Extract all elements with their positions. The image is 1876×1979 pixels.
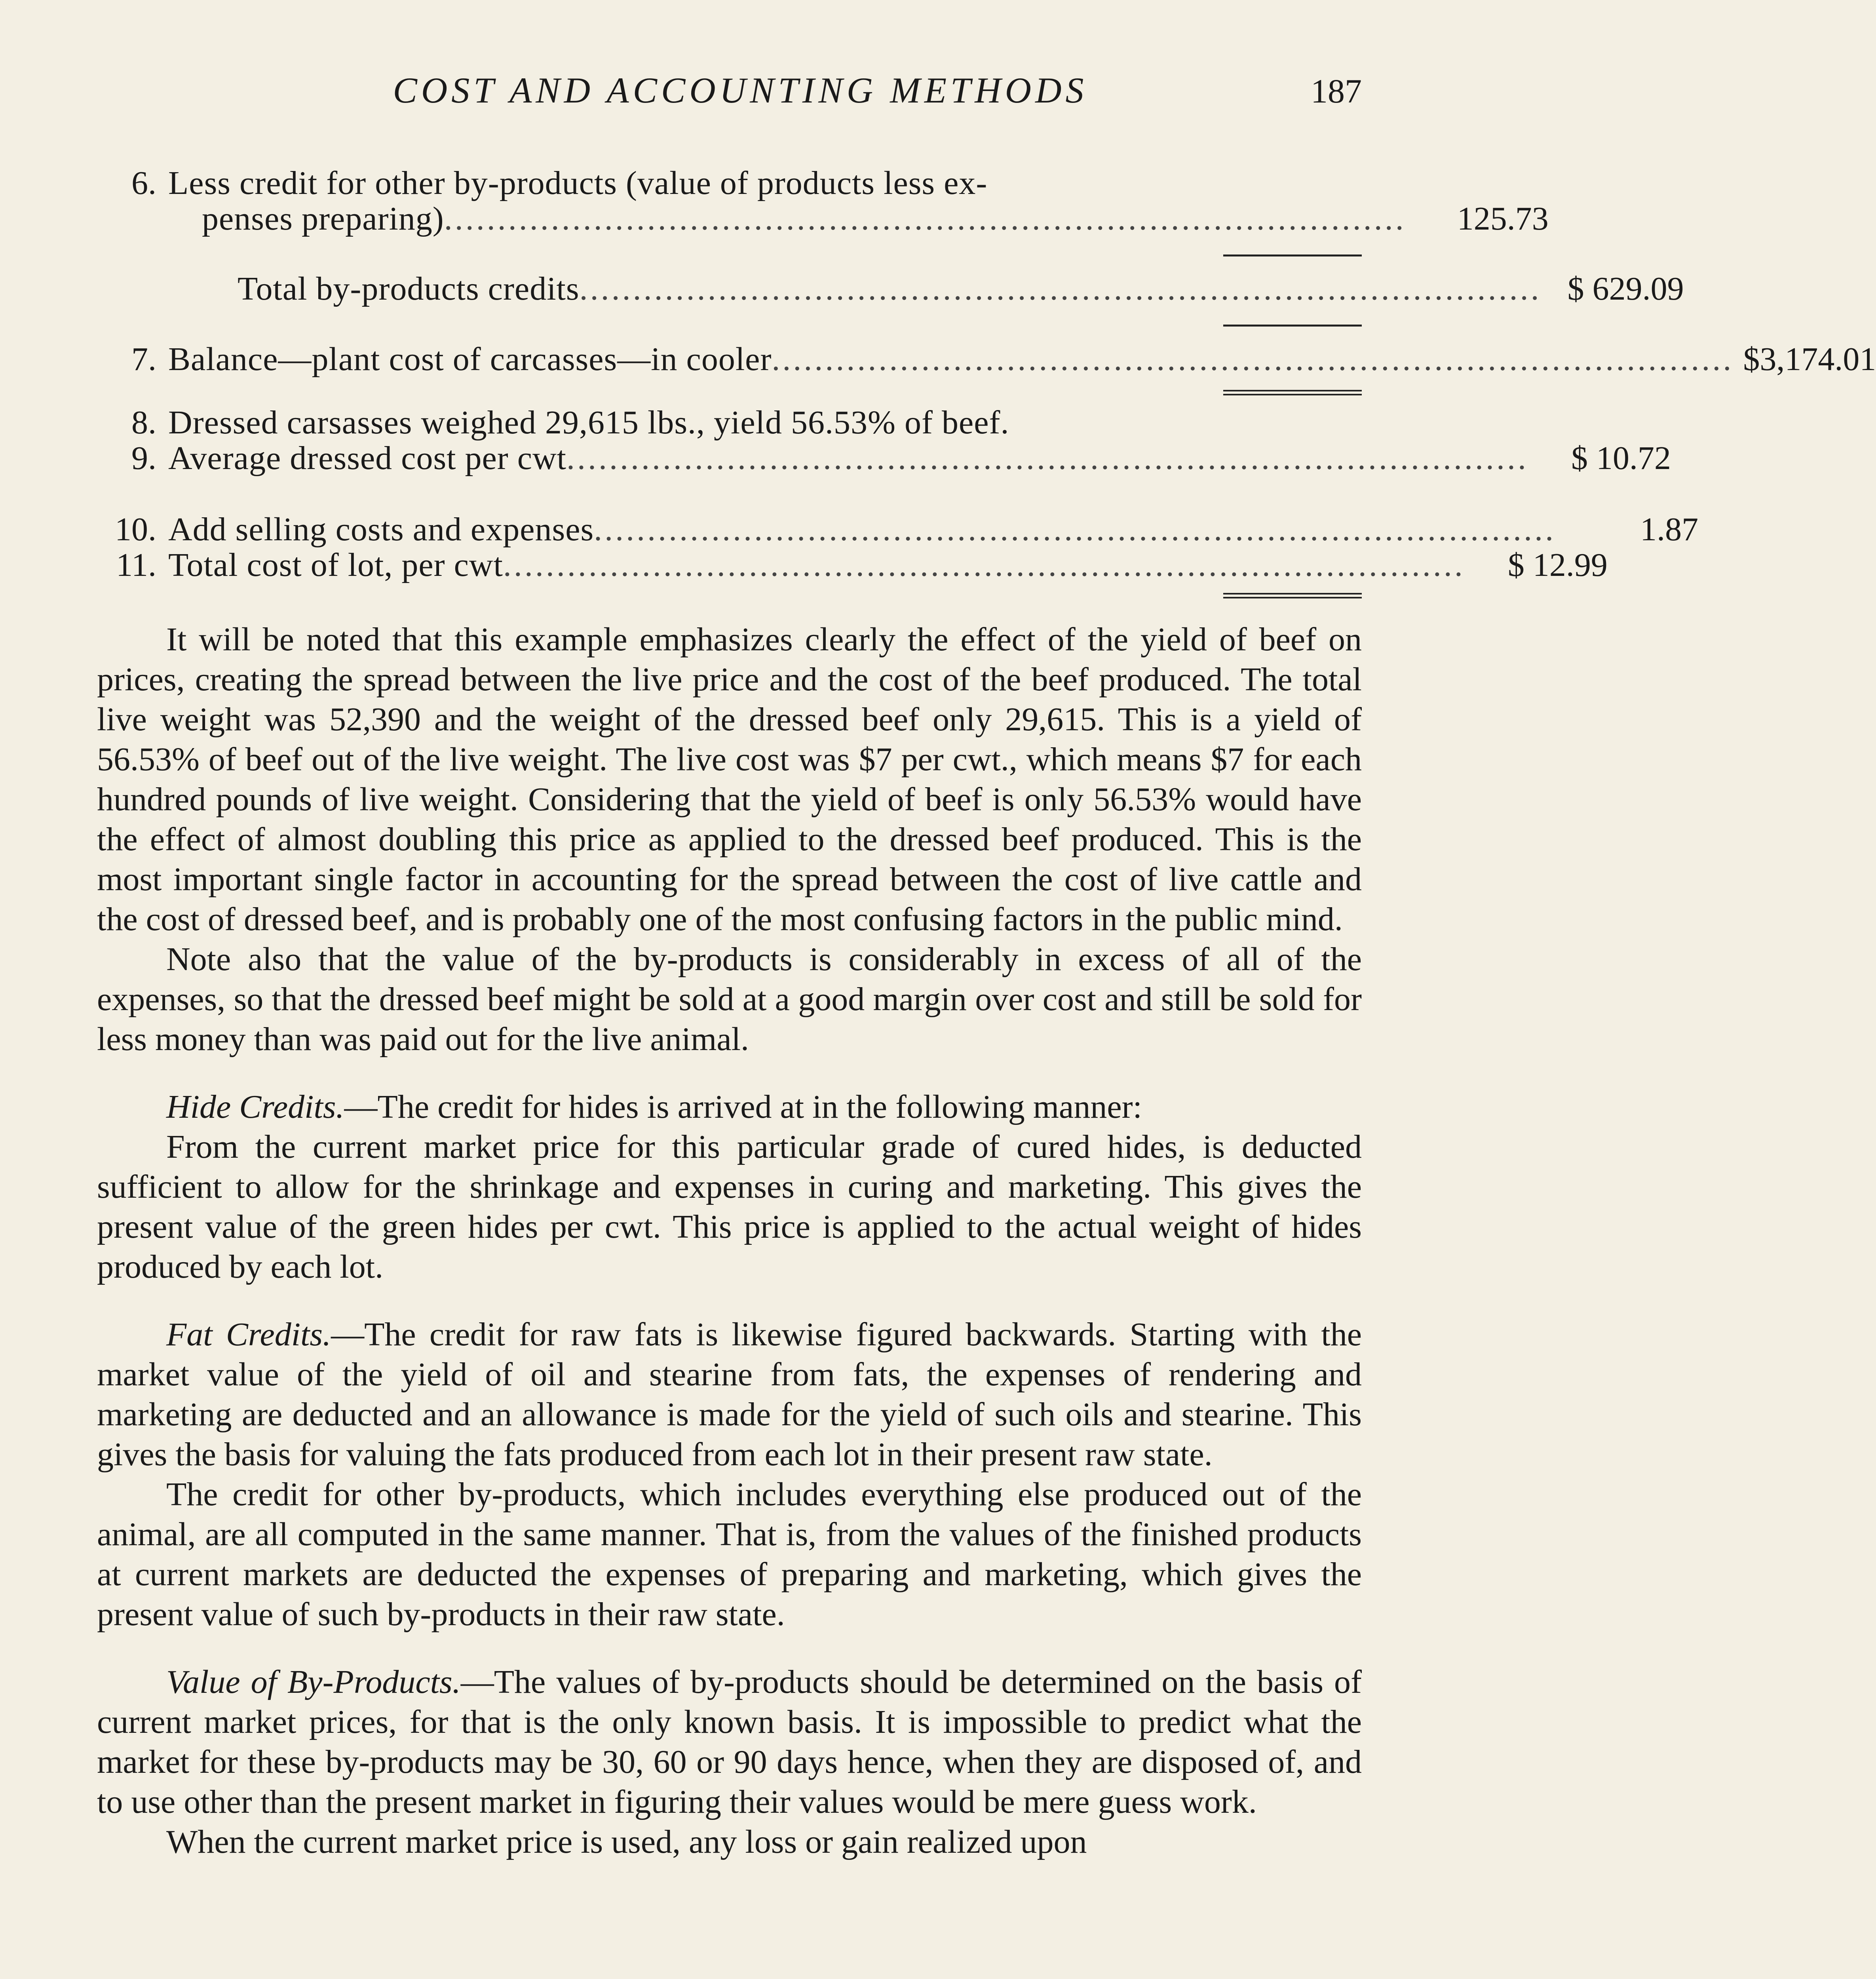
item-number: 6. bbox=[131, 165, 156, 201]
item-label: Total by-products credits bbox=[238, 270, 580, 307]
dot-leader: .......................................................................................... bbox=[566, 440, 1529, 477]
ledger-item-6-cont bbox=[97, 200, 1549, 238]
item-number: 7. bbox=[131, 341, 156, 378]
paragraph-fat-credits: Fat Credits.—The credit for raw fats is likewise figured backwards. Starting with the market value of the yield of oil and stearine from fats, the expenses of rendering and marketing are deducted and an allowance is made for the yield of such oils and stearine. This gives the basis for valuing the fats produced from each lot in their present raw state. bbox=[97, 1316, 1362, 1473]
item-label: Less credit for other by-products (value of products less ex- bbox=[168, 165, 988, 201]
page-number: 187 bbox=[1311, 72, 1362, 110]
dot-leader: .......................................................................................... bbox=[444, 200, 1406, 237]
dot-leader: .......................................................................................... bbox=[579, 270, 1541, 307]
ledger-item-7 bbox=[97, 340, 1876, 378]
item-label: Total cost of lot, per cwt bbox=[168, 547, 503, 583]
double-rule bbox=[1223, 390, 1362, 395]
section-heading: Hide Credits. bbox=[166, 1088, 344, 1125]
paragraph-value-of-by-products: Value of By-Products.—The values of by-products should be determined on the basis of current market prices, for that is the only known basis. It is impossible to predict what the market for these by-products may be 30, 60 or 90 days hence, when they are disposed of, and to use other than the present market in figuring their values would be mere guess work. bbox=[97, 1664, 1362, 1820]
paragraph: When the current market price is used, any loss or gain realized upon bbox=[166, 1823, 1087, 1860]
item-amount: $ 629.09 bbox=[1567, 270, 1684, 307]
ledger-item-11 bbox=[97, 546, 1608, 584]
item-number: 9. bbox=[131, 440, 156, 477]
ledger-total-credits bbox=[97, 270, 1684, 308]
ledger-item-6 bbox=[97, 164, 1362, 202]
double-rule bbox=[1223, 593, 1362, 598]
paragraph: Note also that the value of the by-products is considerably in excess of all of the expenses, so that the dressed beef might be sold at a good margin over cost and still be sold for less money than was paid out for the live animal. bbox=[97, 941, 1362, 1058]
item-label: Dressed carsasses weighed 29,615 lbs., yield 56.53% of beef. bbox=[168, 404, 1009, 441]
running-head: COST AND ACCOUNTING METHODS bbox=[393, 70, 1088, 110]
body-text bbox=[97, 619, 1362, 1862]
ledger-item-9 bbox=[97, 439, 1671, 477]
item-number: 11. bbox=[116, 547, 156, 583]
dot-leader: .......................................................................................... bbox=[503, 547, 1465, 583]
item-amount: $ 10.72 bbox=[1571, 440, 1671, 477]
item-label: penses preparing) bbox=[202, 200, 444, 237]
item-number: 10. bbox=[115, 511, 156, 548]
item-label: Average dressed cost per cwt bbox=[168, 440, 567, 477]
paragraph: It will be noted that this example emphasizes clearly the effect of the yield of beef on prices, creating the spread between the live price and the cost of the beef produced. The total live weight was 52,390 and the weight of the dressed beef only 29,615. This is a yield of 56.53% of beef out of the live weight. The live cost was $7 per cwt., which means $7 for each hundred pounds of live weight. Considering that the yield of beef is only 56.53% would have the effect of almost doubling this price as applied to the dressed beef produced. This is the most important single factor in accounting for the spread between the cost of live cattle and the cost of dressed beef, and is probably one of the most confusing factors in the public mind. bbox=[97, 621, 1362, 938]
dot-leader: .......................................................................................... bbox=[594, 511, 1556, 548]
item-label: Add selling costs and expenses bbox=[168, 511, 594, 548]
paragraph: From the current market price for this particular grade of cured hides, is deducted sufficient to allow for the shrinkage and expenses in curing and marketing. This gives the present value of the green hides per cwt. This price is applied to the actual weight of hides produced by each lot. bbox=[97, 1128, 1362, 1285]
section-heading: Value of By-Products. bbox=[166, 1664, 461, 1700]
ledger-item-8 bbox=[97, 404, 1362, 442]
ledger-item-10 bbox=[97, 511, 1699, 549]
item-number: 8. bbox=[131, 404, 156, 441]
item-label: Balance—plant cost of carcasses—in cooler bbox=[168, 341, 772, 378]
item-amount: $3,174.01 bbox=[1743, 341, 1876, 378]
paragraph: The credit for other by-products, which includes everything else produced out of the animal, are all computed in the same manner. That is, from the values of the finished products at current markets are deducted the expenses of preparing and marketing, which gives the present value of such by-products in their raw state. bbox=[97, 1476, 1362, 1633]
item-amount: 1.87 bbox=[1640, 511, 1699, 548]
item-amount: $ 12.99 bbox=[1507, 547, 1608, 583]
subtotal-rule bbox=[1223, 254, 1362, 256]
paragraph-hide-credits: Hide Credits.—The credit for hides is arrived at in the following manner: bbox=[166, 1088, 1142, 1125]
subtotal-rule bbox=[1223, 325, 1362, 327]
dot-leader: .......................................................................................... bbox=[772, 341, 1734, 378]
section-heading: Fat Credits. bbox=[166, 1316, 331, 1353]
item-amount: 125.73 bbox=[1457, 200, 1549, 237]
